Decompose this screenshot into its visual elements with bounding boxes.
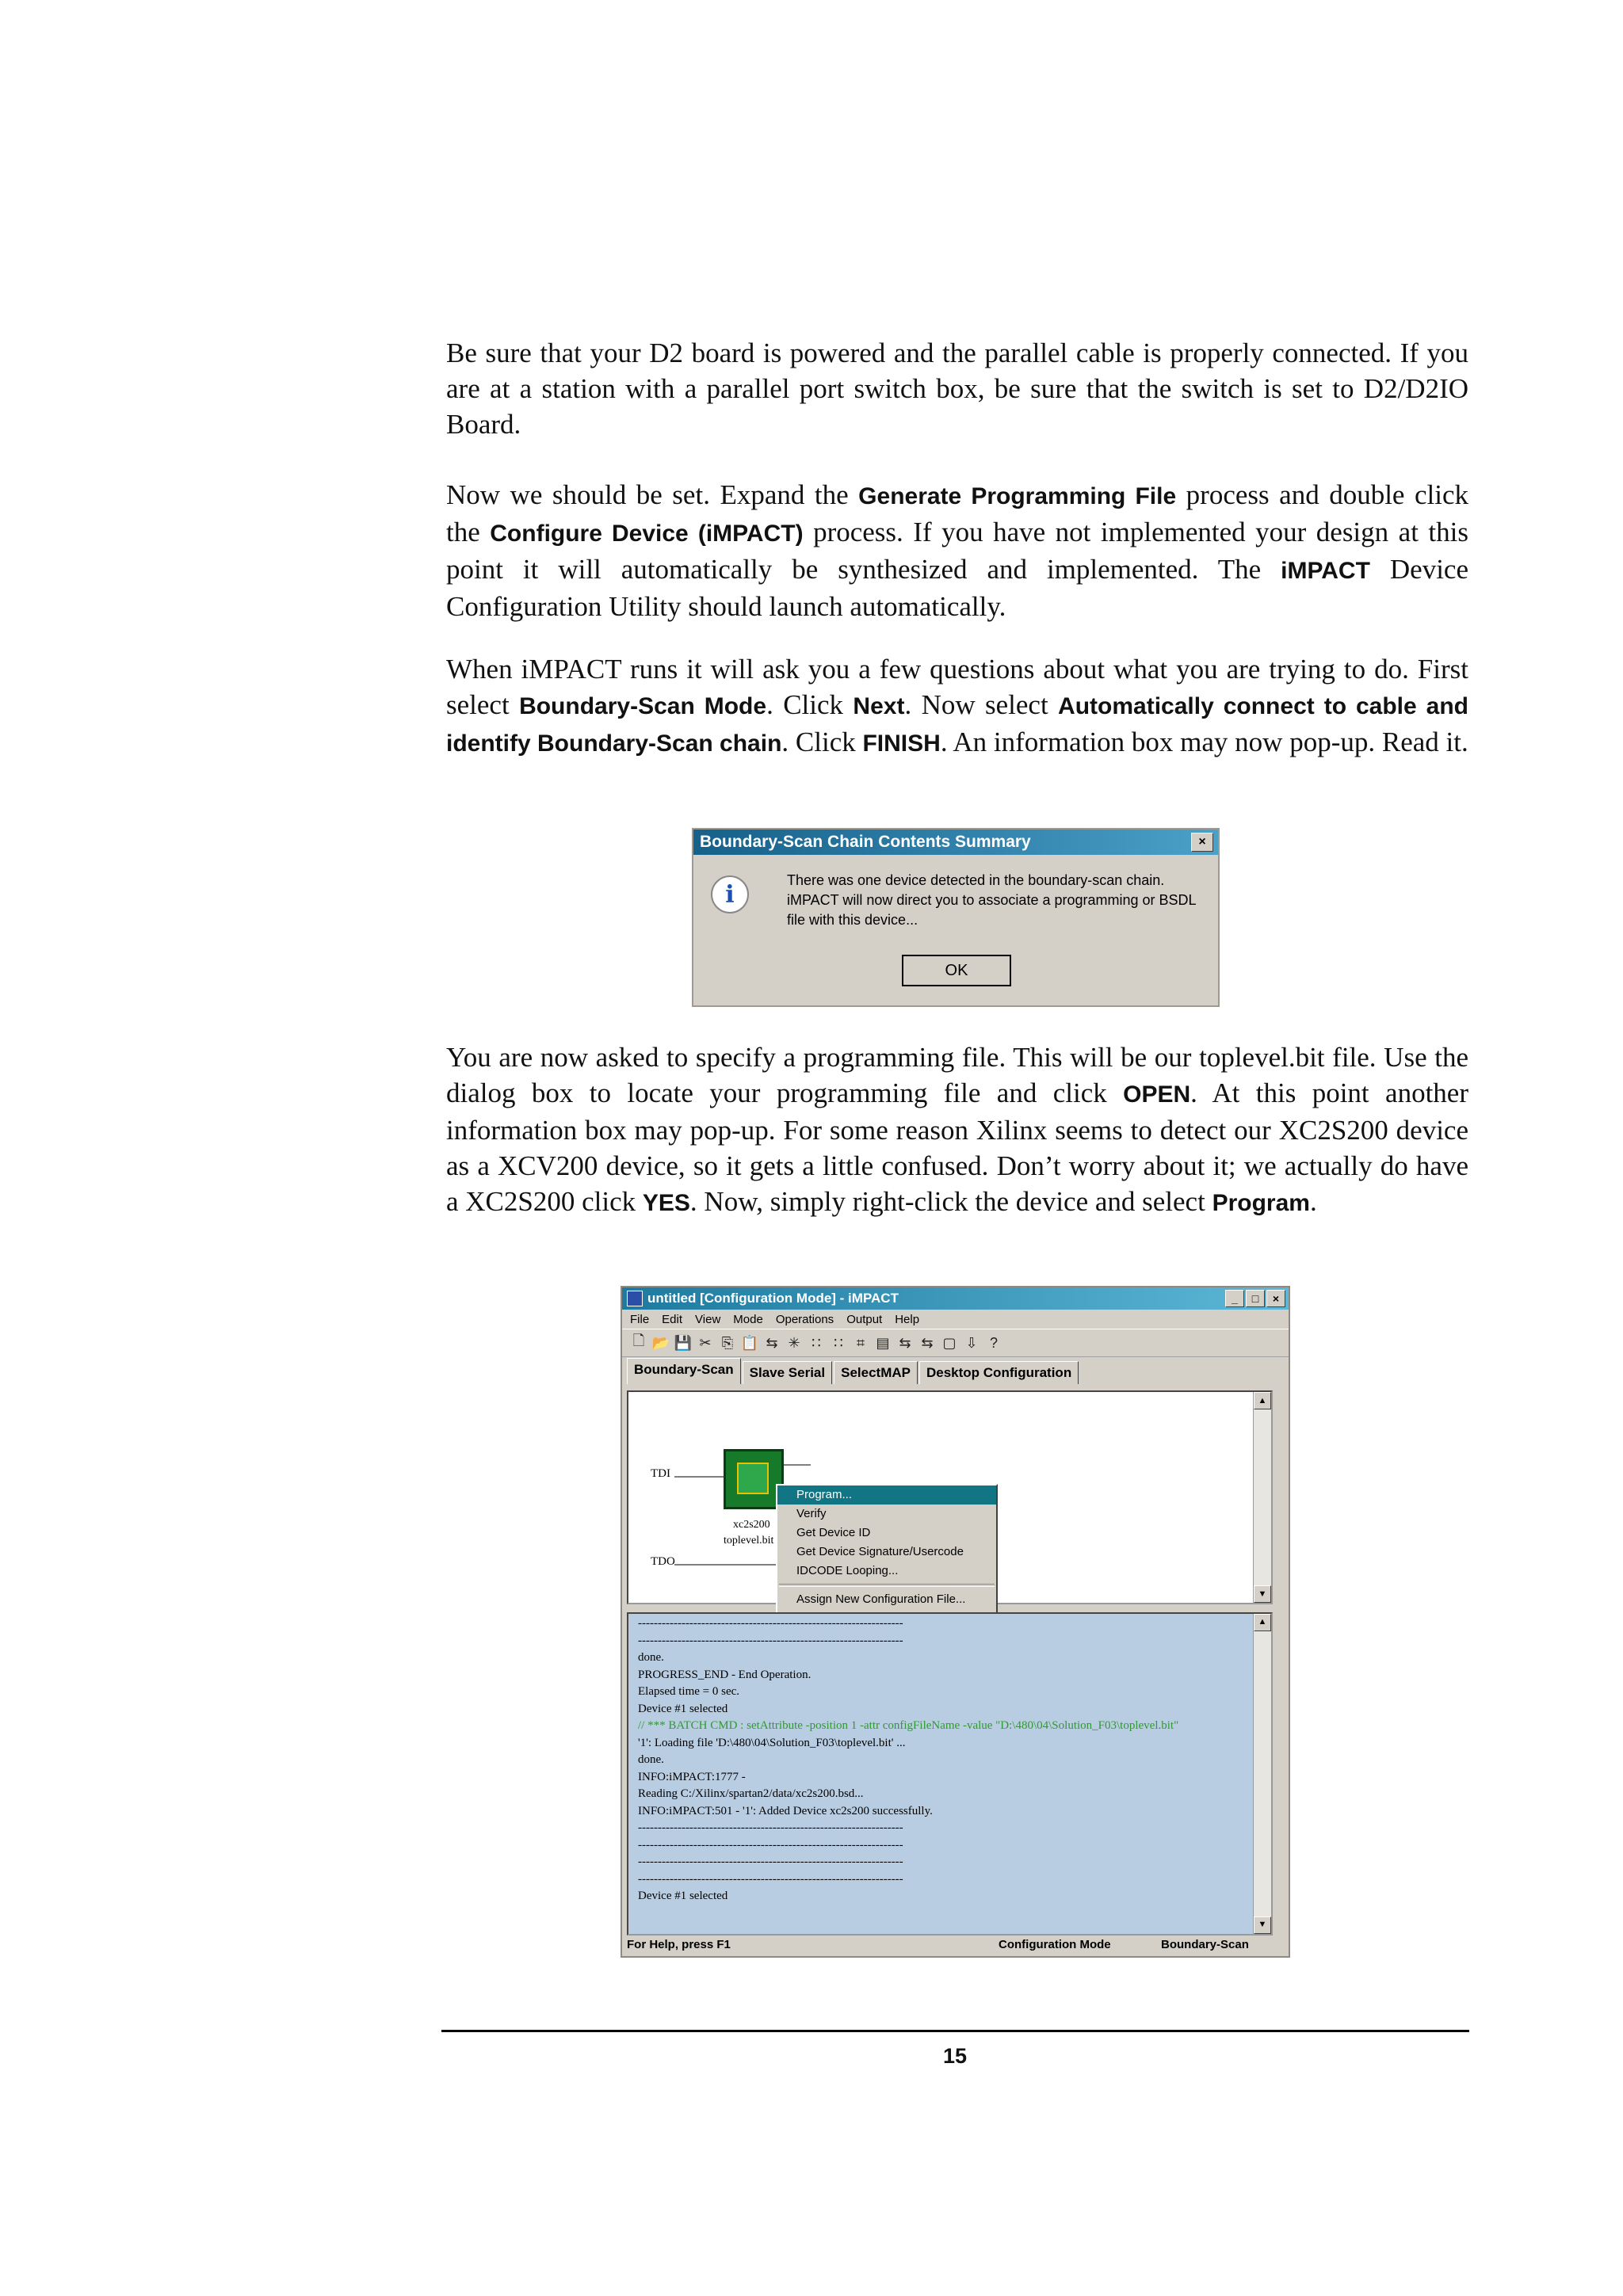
text-run: . At this point another information box may pop-up. For some reason Xilinx seems to detect our XC2S200 device as a XCV200 device, so it gets a little confused. Don’t worry about it; we actually do have a XC2S200 click [446,1077,1468,1217]
impact-title: untitled [Configuration Mode] - iMPACT [647,1291,899,1306]
menu-output[interactable]: Output [846,1312,883,1326]
mode-tabs [622,1357,1289,1384]
menu-help[interactable]: Help [895,1312,920,1326]
device-icon[interactable]: ⌗ [856,1334,865,1351]
tab-selectmap[interactable]: SelectMAP [834,1361,918,1384]
menu-item-get-device-id[interactable]: Get Device ID [796,1526,871,1539]
log-line: INFO:iMPACT:501 - '1': Added Device xc2s200 successfully. [638,1804,933,1817]
log-line: Device #1 selected [638,1702,728,1715]
close-icon[interactable]: × [1266,1290,1285,1307]
dialog-message: There was one device detected in the boundary-scan chain. iMPACT will now direct you to associate a programming or BSDL file with this device... [787,872,1196,928]
copy-icon[interactable]: ⎘ [721,1334,734,1351]
log-line: ------------------------------------------------------------------- [638,1855,903,1868]
footer-rule [441,2030,1469,2032]
blank-icon[interactable]: ▢ [942,1334,957,1351]
menu-item-program[interactable]: Program... [777,1486,996,1505]
tdi-label: TDI [651,1467,670,1480]
log-line: Elapsed time = 0 sec. [638,1685,740,1698]
log-line: ------------------------------------------------------------------- [638,1634,903,1647]
text-run: Now we should be set. Expand the [446,479,859,510]
status-bar [622,1934,1289,1956]
paragraph-launch-impact [446,477,1468,624]
device-chip[interactable] [724,1449,784,1509]
tab-slave-serial[interactable]: Slave Serial [743,1361,832,1384]
scroll-up-icon[interactable]: ▲ [1254,1392,1271,1409]
tdo-label: TDO [651,1555,675,1568]
device-file: toplevel.bit [724,1535,774,1547]
bold-program: Program [1212,1190,1310,1216]
log-line: INFO:iMPACT:1777 - [638,1770,746,1783]
dialog-title: Boundary-Scan Chain Contents Summary [700,833,1031,851]
text-run: . Click [766,689,854,720]
menu-operations[interactable]: Operations [775,1312,834,1326]
menu-file[interactable]: File [630,1312,650,1326]
log-line-batch-cmd: // *** BATCH CMD : setAttribute -position 1 -attr configFileName -value "D:\480\04\Solution_F03\toplevel.bit" [638,1719,1179,1732]
log-line: Device #1 selected [638,1890,728,1902]
bold-configure-device: Configure Device (iMPACT) [490,521,804,547]
scroll-down-icon[interactable]: ▼ [1254,1917,1271,1934]
cut-icon[interactable]: ✂ [699,1334,712,1351]
menu-separator [779,1584,995,1587]
log-line: done. [638,1651,664,1664]
log-line: PROGRESS_END - End Operation. [638,1668,812,1681]
bold-finish: FINISH [862,730,941,757]
bold-boundary-scan-mode: Boundary-Scan Mode [519,693,767,719]
close-icon[interactable]: × [1191,833,1213,852]
maximize-icon[interactable]: □ [1246,1290,1265,1307]
boundary-scan-canvas[interactable] [627,1390,1273,1604]
log-scrollbar[interactable] [1253,1614,1271,1934]
paragraph-program-device [446,1039,1468,1221]
boundary-scan-summary-dialog [692,828,1220,1007]
new-file-icon[interactable]: 🗋 [632,1333,645,1348]
bold-auto-connect: Automatically connect to cable and identify Boundary-Scan chain [446,693,1468,757]
download-icon[interactable]: ⇩ [965,1334,978,1351]
impact-app-icon [627,1291,643,1306]
output-log[interactable] [627,1612,1273,1936]
device-name: xc2s200 [733,1519,770,1531]
menu-item-verify[interactable]: Verify [796,1507,827,1520]
ok-button[interactable]: OK [902,955,1011,986]
paragraph-cable-check: Be sure that your D2 board is powered and the parallel cable is properly connected. If you are at a station with a parallel port switch box, be sure that the switch is set to D2/D2IO Board. [446,338,1468,440]
menu-view[interactable]: View [695,1312,721,1326]
bold-open: OPEN [1123,1081,1191,1108]
bold-impact: iMPACT [1281,558,1370,584]
window-controls [1225,1290,1285,1307]
text-run: . Now select [904,689,1059,720]
text-run: When iMPACT runs it will ask you a few questions about what you are trying to do. First select [446,654,1468,720]
canvas-scrollbar[interactable] [1253,1392,1271,1603]
bold-yes: YES [642,1190,690,1216]
scroll-down-icon[interactable]: ▼ [1254,1585,1271,1603]
connect-icon[interactable]: ⇆ [899,1334,911,1351]
save-icon[interactable]: 💾 [674,1334,693,1351]
text-run: . [1309,1186,1317,1217]
log-line: ------------------------------------------------------------------- [638,1821,903,1834]
log-line: Reading C:/Xilinx/spartan2/data/xc2s200.bsd... [638,1787,864,1800]
log-line: ------------------------------------------------------------------- [638,1617,903,1630]
info-icon: i [711,875,749,913]
bold-generate-programming-file: Generate Programming File [858,483,1177,509]
chain-icon[interactable]: ⇆ [766,1334,778,1351]
log-line: done. [638,1753,664,1766]
menu-bar [622,1310,1289,1329]
toolbar [622,1329,1289,1357]
grid-icon[interactable]: ∷ [812,1334,821,1351]
log-line: ------------------------------------------------------------------- [638,1872,903,1886]
connect-alt-icon[interactable]: ⇆ [921,1334,934,1351]
log-line: ------------------------------------------------------------------- [638,1838,903,1852]
table-icon[interactable]: ▤ [876,1334,890,1351]
device-context-menu [776,1484,998,1617]
menu-mode[interactable]: Mode [733,1312,763,1326]
scroll-up-icon[interactable]: ▲ [1254,1614,1271,1631]
impact-window [621,1286,1290,1958]
text-run: Device Configuration Utility should launch automatically. [446,554,1468,622]
grid-alt-icon[interactable]: ∷ [834,1334,843,1351]
dialog-title-bar [693,830,1218,855]
impact-title-bar [622,1287,1289,1310]
status-help: For Help, press F1 [627,1938,731,1951]
text-run: . An information box may now pop-up. Read it. [940,727,1468,757]
menu-item-get-signature[interactable]: Get Device Signature/Usercode [796,1545,964,1558]
text-run: . Now, simply right-click the device and select [689,1186,1212,1217]
status-view: Boundary-Scan [1161,1938,1249,1951]
open-folder-icon[interactable]: 📂 [651,1334,670,1351]
text-run: process. If you have not implemented your design at this point it will automatically be synthesized and implemented. The [446,517,1468,585]
tab-desktop-configuration[interactable]: Desktop Configuration [919,1361,1079,1384]
tab-boundary-scan[interactable]: Boundary-Scan [627,1358,741,1384]
initialize-chain-icon[interactable]: ✳ [788,1334,800,1351]
text-run: process and double click the [446,479,1469,547]
status-mode: Configuration Mode [999,1938,1111,1951]
text-run: . Click [781,727,863,757]
bold-next: Next [853,693,905,719]
help-icon[interactable]: ? [989,1334,998,1351]
text-run: You are now asked to specify a programming file. This will be our toplevel.bit file. Use the dialog box to locate your programming file and click [446,1042,1468,1108]
log-line: '1': Loading file 'D:\480\04\Solution_F03\toplevel.bit' ... [638,1736,906,1749]
paste-icon[interactable]: 📋 [740,1334,759,1351]
paragraph-impact-wizard [446,651,1468,761]
menu-item-idcode-looping[interactable]: IDCODE Looping... [796,1564,899,1577]
minimize-icon[interactable]: _ [1225,1290,1244,1307]
menu-edit[interactable]: Edit [662,1312,683,1326]
page-number: 15 [942,2044,968,2068]
menu-item-assign-file[interactable]: Assign New Configuration File... [796,1592,966,1606]
